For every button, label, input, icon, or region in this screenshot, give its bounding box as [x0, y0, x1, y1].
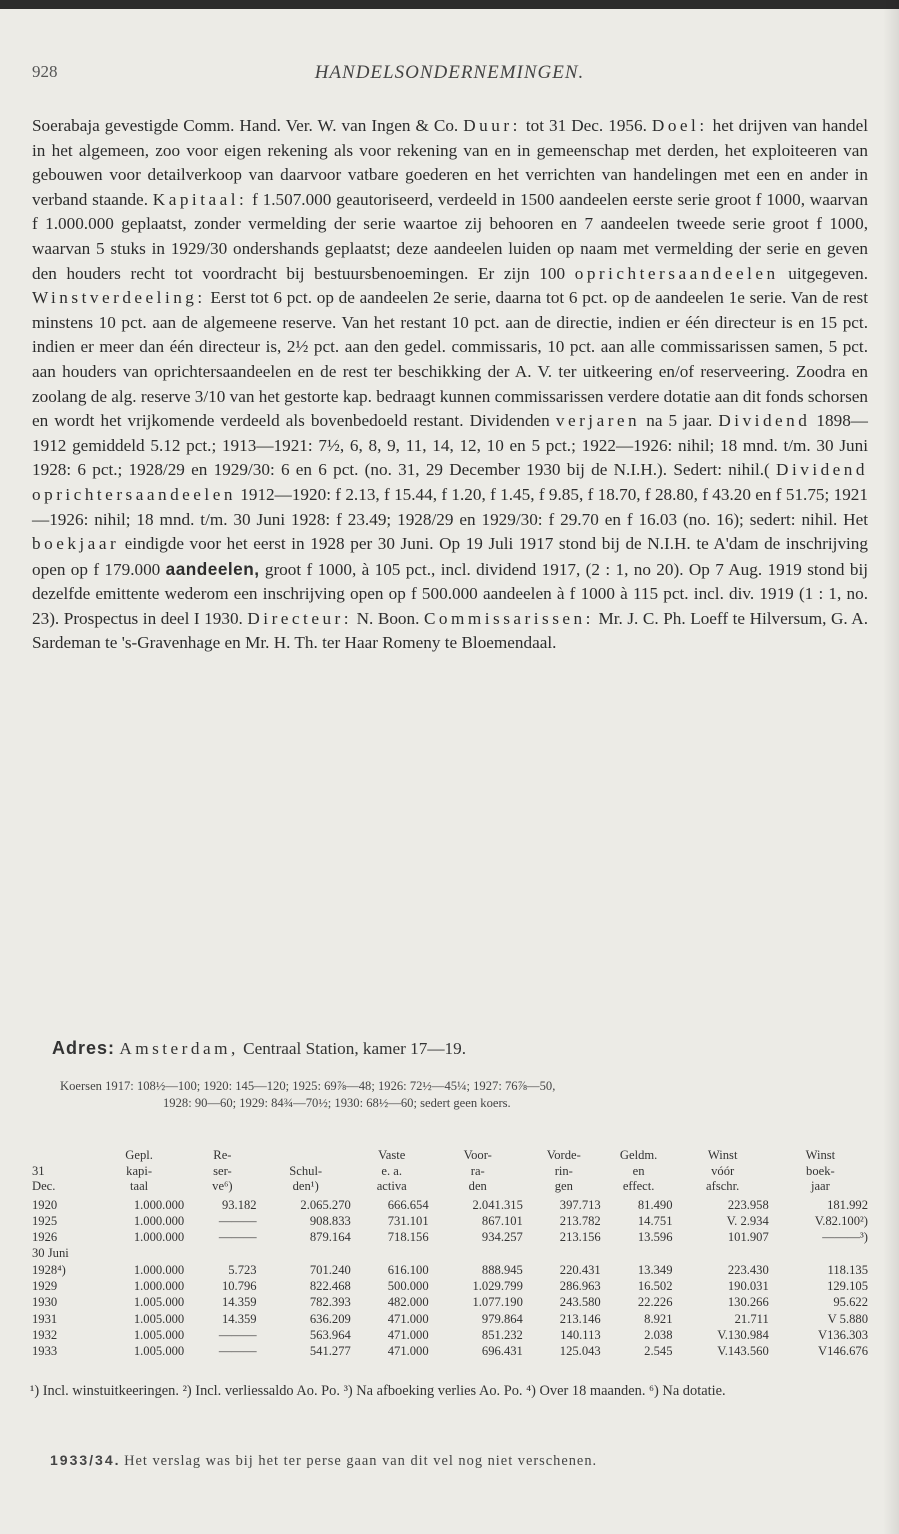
boekjaar-label: boekjaar	[32, 534, 120, 554]
table-cell: 2.545	[644, 1344, 673, 1359]
table-cell: 563.964	[309, 1327, 351, 1342]
table-cell: 213.156	[559, 1230, 601, 1245]
kapitaal-label: Kapitaal:	[152, 189, 248, 209]
table-cell: ———	[218, 1230, 257, 1245]
table-cell: ———³)	[822, 1230, 868, 1245]
table-header-cell: Re- ser- ve⁶)	[212, 1148, 233, 1193]
adres-city: Amsterdam,	[119, 1039, 239, 1058]
text-segment: groot f 1000, à 105 pct., incl. dividend 1917, (2 : 1, no 20). Op 7 Aug. 1919 stond bij dezelfde emittente wederom een inschrijving open op f 500.000 aandeelen à f 1000 à 115 pct. incl. div. 1919 (1 : 1, no. 23).	[32, 559, 868, 628]
commissarissen-label: Commissarissen:	[423, 608, 594, 628]
table-cell: V146.676	[817, 1344, 868, 1359]
text-segment: tot 31 Dec. 1956.	[520, 116, 652, 135]
text-segment: f 1.507.000 geautoriseerd, verdeeld in 1500 aandeelen eerste serie groot f 1000, waarvan f 1.000.000 geplaatst, zonder vermelding der serie waartoe zij behooren en 7 aandeelen tweede serie groot f 1000, waarvan 5 stuks in 1929/30 ondershands geplaatst; deze aandeelen luiden op naam met vermelding der serie en geven den houders recht tot voordracht bij bestuursbenoemingen. Er zijn 100	[32, 189, 869, 283]
directeur-label: Directeur:	[247, 608, 353, 628]
closing-note-text: Het verslag was bij het ter perse gaan van dit vel nog niet verschenen.	[124, 1453, 598, 1469]
table-cell: 140.113	[560, 1327, 601, 1342]
winstverdeeling-label: Winstverdeeling:	[32, 288, 206, 308]
table-row	[30, 1213, 870, 1229]
table-cell: 1.029.799	[472, 1278, 523, 1293]
table-cell	[431, 1245, 525, 1261]
text-segment: na 5 jaar.	[640, 411, 719, 431]
text-segment: Eerst tot 6 pct. op de aandeelen 2e serie, daarna tot 6 pct. op de aandeelen 1e serie. Van de rest minstens 10 pct. aan de algemeene reserve. Van het restant 10 pct. aan de directie, indien er één directeur is en 15 pct. indien er meer dan één directeur is, 2½ pct. aan den gedel. commissaris, 10 pct. aan alle commissarissen samen, 5 pct. aan houders van oprichtersaandeelen en de rest ter beschikking der A. V. ter uitkeering en/of reserveering. Zoodra en zoolang de alg. reserve 3/10 van het gestorte kap. bedraagt kunnen commissarissen verdere dotatie aan dit fonds schorsen en wordt het vrijkomende verdeeld als bovenbedoeld restant. Dividenden	[32, 288, 868, 431]
table-row-label: 1932	[32, 1327, 58, 1342]
table-cell: 822.468	[309, 1278, 351, 1293]
table-cell: 867.101	[481, 1213, 523, 1228]
stock-quotes	[60, 1078, 860, 1112]
financial-table	[30, 1148, 870, 1359]
table-cell: 14.359	[221, 1295, 257, 1310]
table-cell: 95.622	[833, 1295, 868, 1310]
table-cell: 636.209	[309, 1311, 351, 1326]
adres-rest: Centraal Station, kamer 17—19.	[238, 1039, 467, 1058]
table-cell: 16.502	[637, 1278, 673, 1293]
table-row	[30, 1327, 870, 1343]
page-number: 928	[32, 62, 58, 81]
table-cell: 908.833	[309, 1213, 351, 1228]
table-cell: 979.864	[481, 1311, 523, 1326]
scan-right-shadow	[883, 0, 899, 1534]
text-segment: uitgegeven.	[778, 263, 869, 283]
table-row-label: 1926	[32, 1230, 58, 1245]
text-segment: 1898—1912 gemiddeld 5.12 pct.; 1913—1921: 7½, 6, 8, 9, 11, 14, 12, 10 en 5 pct.; 1922—1926: nihil; 18 mnd. t/m. 30 Juni 1928: 6 pct.; 1928/29 en 1929/30: 6 en 6 pct. (no. 31, 29 December 1930 bij de N.I.H.). Sedert: nihil.(	[32, 411, 868, 480]
table-cell: 13.596	[637, 1230, 673, 1245]
text-segment: in deel I 1930.	[138, 608, 248, 628]
table-cell: 220.431	[559, 1262, 601, 1277]
table-cell: V.82.100²)	[814, 1213, 868, 1228]
table-cell	[603, 1245, 675, 1261]
table-cell: 22.226	[637, 1295, 673, 1310]
table-row	[30, 1278, 870, 1294]
page-header	[32, 62, 867, 92]
duur-label: Duur:	[463, 116, 521, 135]
text-segment: het drijven van handel in het algemeen, zoo voor eigen rekening als voor rekening van en in gemeenschap met derden, het exploiteeren van gebouwen voor detailverkoop van daarvoor vatbare goederen en het verrichten van handelingen met een en ander in verband staande.	[32, 116, 868, 209]
table-cell	[675, 1245, 771, 1261]
table-cell: 1.077.190	[472, 1295, 523, 1310]
table-cell: V 5.880	[827, 1311, 868, 1326]
table-row	[30, 1343, 870, 1359]
text-segment: 1912—1920: f 2.13, f 15.44, f 1.20, f 1.45, f 9.85, f 18.70, f 28.80, f 43.20 en f 51.75; 1921—1926: nihil; 18 mnd. t/m. 30 Juni 1928: f 23.49; 1928/29 en 1929/30: f 29.70 en f 16.03 (no. 16); sedert: nihil. Het	[32, 484, 868, 529]
table-header-row	[30, 1148, 870, 1197]
doel-label: Doel:	[651, 116, 708, 135]
text-segment: N. Boon.	[352, 608, 424, 628]
closing-note-year: 1933/34.	[50, 1452, 121, 1468]
table-cell: 190.031	[727, 1278, 769, 1293]
table-cell: 223.430	[727, 1262, 769, 1277]
table-cell: 782.393	[309, 1295, 351, 1310]
adres-label: Adres:	[52, 1038, 116, 1058]
table-cell: 2.065.270	[300, 1197, 351, 1212]
prospectus-label: Prospectus	[63, 608, 139, 628]
stock-quotes-line-1: Koersen 1917: 108½—100; 1920: 145—120; 1925: 69⅞—48; 1926: 72½—45¼; 1927: 76⅞—50,	[60, 1079, 556, 1093]
table-cell: 500.000	[387, 1278, 429, 1293]
table-cell: 181.992	[827, 1197, 868, 1212]
table-cell: 8.921	[644, 1311, 673, 1326]
table-header-cell: Winst boek- jaar	[805, 1148, 836, 1193]
table-cell: 1.005.000	[133, 1327, 185, 1342]
company-description	[32, 114, 868, 656]
table-cell: ———	[218, 1327, 257, 1342]
table-cell: 851.232	[481, 1327, 523, 1342]
table-cell: 243.580	[559, 1295, 601, 1310]
table-cell: 666.654	[387, 1197, 429, 1212]
table-header-cell: Vaste e. a. activa	[376, 1148, 407, 1193]
table-cell	[353, 1245, 431, 1261]
table-row	[30, 1245, 870, 1261]
stock-quotes-line-2: 1928: 90—60; 1929: 84¾—70½; 1930: 68½—60; sedert geen koers.	[163, 1096, 511, 1110]
table-cell	[771, 1245, 870, 1261]
table-header-cell: Voor- ra- den	[463, 1148, 492, 1193]
table-cell: 2.041.315	[472, 1197, 523, 1212]
table-cell: 213.146	[559, 1311, 601, 1326]
table-header-cell: Vorde- rin- gen	[546, 1148, 581, 1193]
oprichtersaandeelen-label: oprichtersaandeelen	[574, 263, 779, 283]
table-cell: 5.723	[228, 1262, 257, 1277]
table-footnotes: ¹) Incl. winstuitkeeringen. ²) Incl. verliessaldo Ao. Po. ³) Na afboeking verlies Ao. Po. ⁴) Over 18 maanden. ⁶) Na dotatie.	[30, 1383, 726, 1399]
table-row	[30, 1294, 870, 1310]
table-cell: 118.135	[827, 1262, 868, 1277]
table-cell: 101.907	[727, 1230, 769, 1245]
table-cell: 2.038	[644, 1327, 673, 1342]
table-cell: 1.000.000	[133, 1197, 185, 1212]
table-row	[30, 1229, 870, 1245]
table-cell: 541.277	[309, 1344, 351, 1359]
table-cell: 616.100	[387, 1262, 429, 1277]
table-row-label: 1933	[32, 1344, 58, 1359]
table-cell: V.130.984	[717, 1327, 769, 1342]
text-segment: Mr. J. C. Ph. Loeff te Hilversum, G. A. Sardeman te 's-Gravenhage en Mr. H. Th. ter Haar Romeny te Bloemendaal.	[32, 608, 868, 653]
table-cell: 125.043	[559, 1344, 601, 1359]
table-body	[30, 1197, 870, 1360]
table-cell: 14.359	[221, 1311, 257, 1326]
table-cell: 1.000.000	[133, 1262, 185, 1277]
table-row-label: 1929	[32, 1278, 58, 1293]
table-header-cell: 31 Dec.	[32, 1163, 56, 1193]
table-row-label: 1920	[32, 1197, 58, 1212]
table-row-label: 1931	[32, 1311, 58, 1326]
table-cell: V. 2.934	[726, 1213, 769, 1228]
table-cell: 1.005.000	[133, 1344, 185, 1359]
table-cell: 1.000.000	[133, 1230, 185, 1245]
table-row	[30, 1197, 870, 1213]
table-cell: 731.101	[387, 1213, 429, 1228]
table-cell: 21.711	[734, 1311, 769, 1326]
table-cell: 13.349	[637, 1262, 673, 1277]
table-cell: 888.945	[481, 1262, 523, 1277]
table-cell: 286.963	[559, 1278, 601, 1293]
table-cell: 1.005.000	[133, 1311, 185, 1326]
table-cell: 81.490	[637, 1197, 673, 1212]
closing-note	[50, 1452, 597, 1470]
table-cell: 471.000	[387, 1344, 429, 1359]
table-cell: 696.431	[481, 1344, 523, 1359]
table-header-cell: Winst vóór afschr.	[706, 1148, 740, 1193]
text-segment: Soerabaja gevestigde Comm. Hand. Ver. W. van Ingen & Co.	[32, 116, 464, 135]
table-row	[30, 1262, 870, 1278]
table-cell: V.143.560	[717, 1344, 769, 1359]
table-cell: 213.782	[559, 1213, 601, 1228]
table-cell: 1.005.000	[133, 1295, 185, 1310]
table-cell: 1.000.000	[133, 1278, 185, 1293]
table-cell: 14.751	[637, 1213, 673, 1228]
table-cell: ———	[218, 1344, 257, 1359]
table-cell: 10.796	[221, 1278, 257, 1293]
scan-top-edge	[0, 0, 899, 9]
verjaren-label: verjaren	[555, 411, 641, 431]
address-line	[52, 1038, 466, 1059]
table-cell: V136.303	[817, 1327, 868, 1342]
dividend-oprichters-label: Dividend oprichtersaandeelen	[32, 460, 868, 504]
table-row	[30, 1311, 870, 1327]
table-cell: 471.000	[387, 1311, 429, 1326]
table-cell: 718.156	[387, 1230, 429, 1245]
table-cell: 471.000	[387, 1327, 429, 1342]
table-row-label: 1930	[32, 1295, 58, 1310]
table-cell	[259, 1245, 353, 1261]
table-cell: 93.182	[221, 1197, 257, 1212]
table-cell: 482.000	[387, 1295, 429, 1310]
table-cell: 130.266	[727, 1295, 769, 1310]
table-cell: 879.164	[309, 1230, 351, 1245]
table-cell: 1.000.000	[133, 1213, 185, 1228]
table-cell: 701.240	[309, 1262, 351, 1277]
table-cell: ———	[218, 1213, 257, 1228]
table-cell: 397.713	[559, 1197, 601, 1212]
table-cell	[92, 1245, 186, 1261]
table-row-label: 1925	[32, 1213, 58, 1228]
table-cell	[525, 1245, 603, 1261]
table-cell: 223.958	[727, 1197, 769, 1212]
table-cell: 934.257	[481, 1230, 523, 1245]
table-row-label: 1928⁴)	[32, 1262, 66, 1277]
dividend-label: Dividend	[718, 411, 811, 431]
running-title: HANDELSONDERNEMINGEN.	[314, 62, 585, 83]
table-header-cell: Geldm. en effect.	[619, 1148, 658, 1193]
table-header-cell: Schul- den¹)	[289, 1163, 323, 1193]
aandeelen-label: aandeelen,	[165, 558, 260, 579]
table-row-label: 30 Juni	[32, 1246, 69, 1261]
table-cell: 129.105	[827, 1278, 868, 1293]
table-cell	[186, 1245, 258, 1261]
table-header-cell: Gepl. kapi- taal	[125, 1148, 153, 1193]
text-segment: eindigde voor het eerst in 1928 per 30 Juni. Op 19 Juli 1917 stond bij de N.I.H. te A'dam de inschrijving open op f 179.000	[32, 534, 868, 579]
